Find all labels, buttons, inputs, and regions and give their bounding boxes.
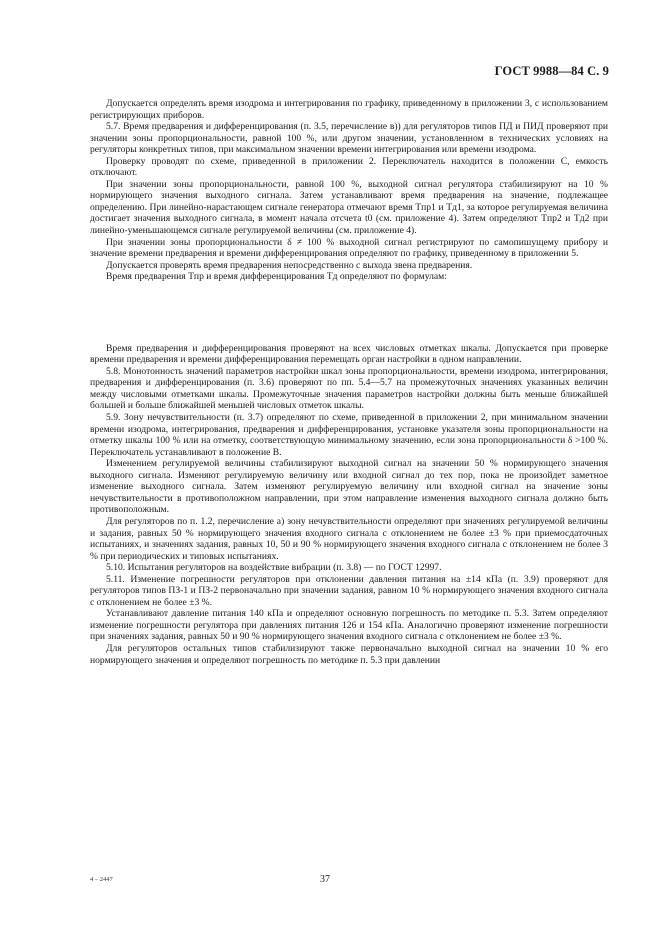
paragraph: Изменением регулируемой величины стабилизируют выходной сигнал на значении 50 % нормирующего значения выходного сигнала. Изменяют регулируемую величину или входной сигнал до тех пор, пока не произойдет заметное изменение выходного сигнала. Затем изменяют регулируемую величину или входной сигнал на значение зоны нечувствительности в противоположном направлении, при этом направление изменения выходного сигнала должно быть противоположным. <box>90 458 608 516</box>
document-body <box>90 98 608 666</box>
paragraph: Время предварения Tпр и время дифференцирования Tд определяют по формулам: <box>106 271 447 283</box>
paragraph: Устанавливают давление питания 140 кПа и определяют основную погрешность по методике п. 5.3. Затем определяют изменение погрешности регулятора при давлениях питания 126 и 154 кПа. Аналогично проверяют изменение погрешности при значениях задания, равных 50 и 90 % нормирующего значения входного сигнала с отклонением не более ±3 %. <box>90 608 608 643</box>
page-number: 37 <box>320 874 330 885</box>
paragraph: Для регуляторов остальных типов стабилизируют также первоначально выходной сигнал на значении 10 % его нормирующего значения и определяют погрешность по методике п. 5.3 при давлении <box>90 642 608 666</box>
formula-space <box>90 283 608 343</box>
paragraph: При значении зоны пропорциональности, равной 100 %, выходной сигнал регулятора стабилизируют на 10 % нормирующего значения выходного сигнала. Затем устанавливают время предварения на значение, подлежащее определению. При линейно-нарастающем сигнале генератора отмечают время Tпр1 и Tд1, за которое регулируемая величина достигает значения выходного сигнала, в момент начала отсчета t0 (см. приложение 4). Затем определяют Tпр2 и Tд2 при линейно-уменьшающемся сигнале регулируемой величины (см. приложение 4). <box>90 178 608 237</box>
paragraph: При значении зоны пропорциональности δ ≠ 100 % выходной сигнал регистрируют по самопишущему прибору и значение времени предварения и времени дифференцирования определяют по графику, приведенному в приложении 5. <box>90 236 608 260</box>
paragraph: Допускается определять время изодрома и интегрирования по графику, приведенному в приложении 3, с использованием регистрирующих приборов. <box>90 98 608 121</box>
paragraph: 5.11. Изменение погрешности регуляторов при отклонении давления питания на ±14 кПа (п. 3.9) проверяют для регуляторов типов ПЗ-1 и ПЗ-2 первоначально при значении задания, равном 10 % нормирующего значения входного сигнала с отклонением не более ±3 %. <box>90 573 608 608</box>
page-header: ГОСТ 9988—84 С. 9 <box>494 64 609 78</box>
paragraph: Проверку проводят по схеме, приведенной в приложении 2. Переключатель находится в положении С, емкость отключают. <box>90 155 608 179</box>
paragraph: Для регуляторов по п. 1.2, перечисление а) зону нечувствительности определяют при значениях регулируемой величины и задания, равных 50 % нормирующего значения входного сигнала с отклонением не более ±3 % при приемосдаточных испытаниях, и значениях задания, равных 10, 50 и 90 % нормирующего значения входного сигнала с отклонением не более 3 % при периодических и типовых испытаниях. <box>90 515 608 562</box>
paragraph: 5.8. Монотонность значений параметров настройки шкал зоны пропорциональности, времени изодрома, интегрирования, предварения и дифференцирования (п. 3.6) проверяют по пп. 5.4—5.7 на промежуточных значениях указанных величин между числовыми отметками шкалы. Промежуточные значения параметров настройки должны быть меньше ближайшей большей и больше ближайшей меньшей числовых отметок шкалы. <box>90 365 608 412</box>
paragraph: Допускается проверять время предварения непосредственно с выхода звена предварения. <box>106 259 473 271</box>
print-code: 4 – 2447 <box>90 876 113 883</box>
paragraph: Время предварения и дифференцирования проверяют на всех числовых отметках шкалы. Допускается при проверке времени предварения и времени дифференцирования перемещать орган настройки в одном направлении. <box>90 342 608 366</box>
paragraph: 5.7. Время предварения и дифференцирования (п. 3.5, перечисление в)) для регуляторов типов ПД и ПИД проверяют при значении зоны пропорциональности, равной 100 %, или другом значении, установленном в технических условиях на регуляторы конкретных типов, при максимальном значении времени интегрирования или времени изодрома. <box>90 121 608 156</box>
paragraph: 5.9. Зону нечувствительности (п. 3.7) определяют по схеме, приведенной в приложении 2, при минимальном значении времени изодрома, интегрирования, предварения и дифференцирования, установке указателя зоны пропорциональности на отметку шкалы 100 % или на отметку, соответствующую минимальному значению, если зона пропорциональности δ >100 %. Переключатель устанавливают в положение В. <box>90 412 608 458</box>
paragraph: 5.10. Испытания регуляторов на воздействие вибрации (п. 3.8) — по ГОСТ 12997. <box>106 562 442 574</box>
